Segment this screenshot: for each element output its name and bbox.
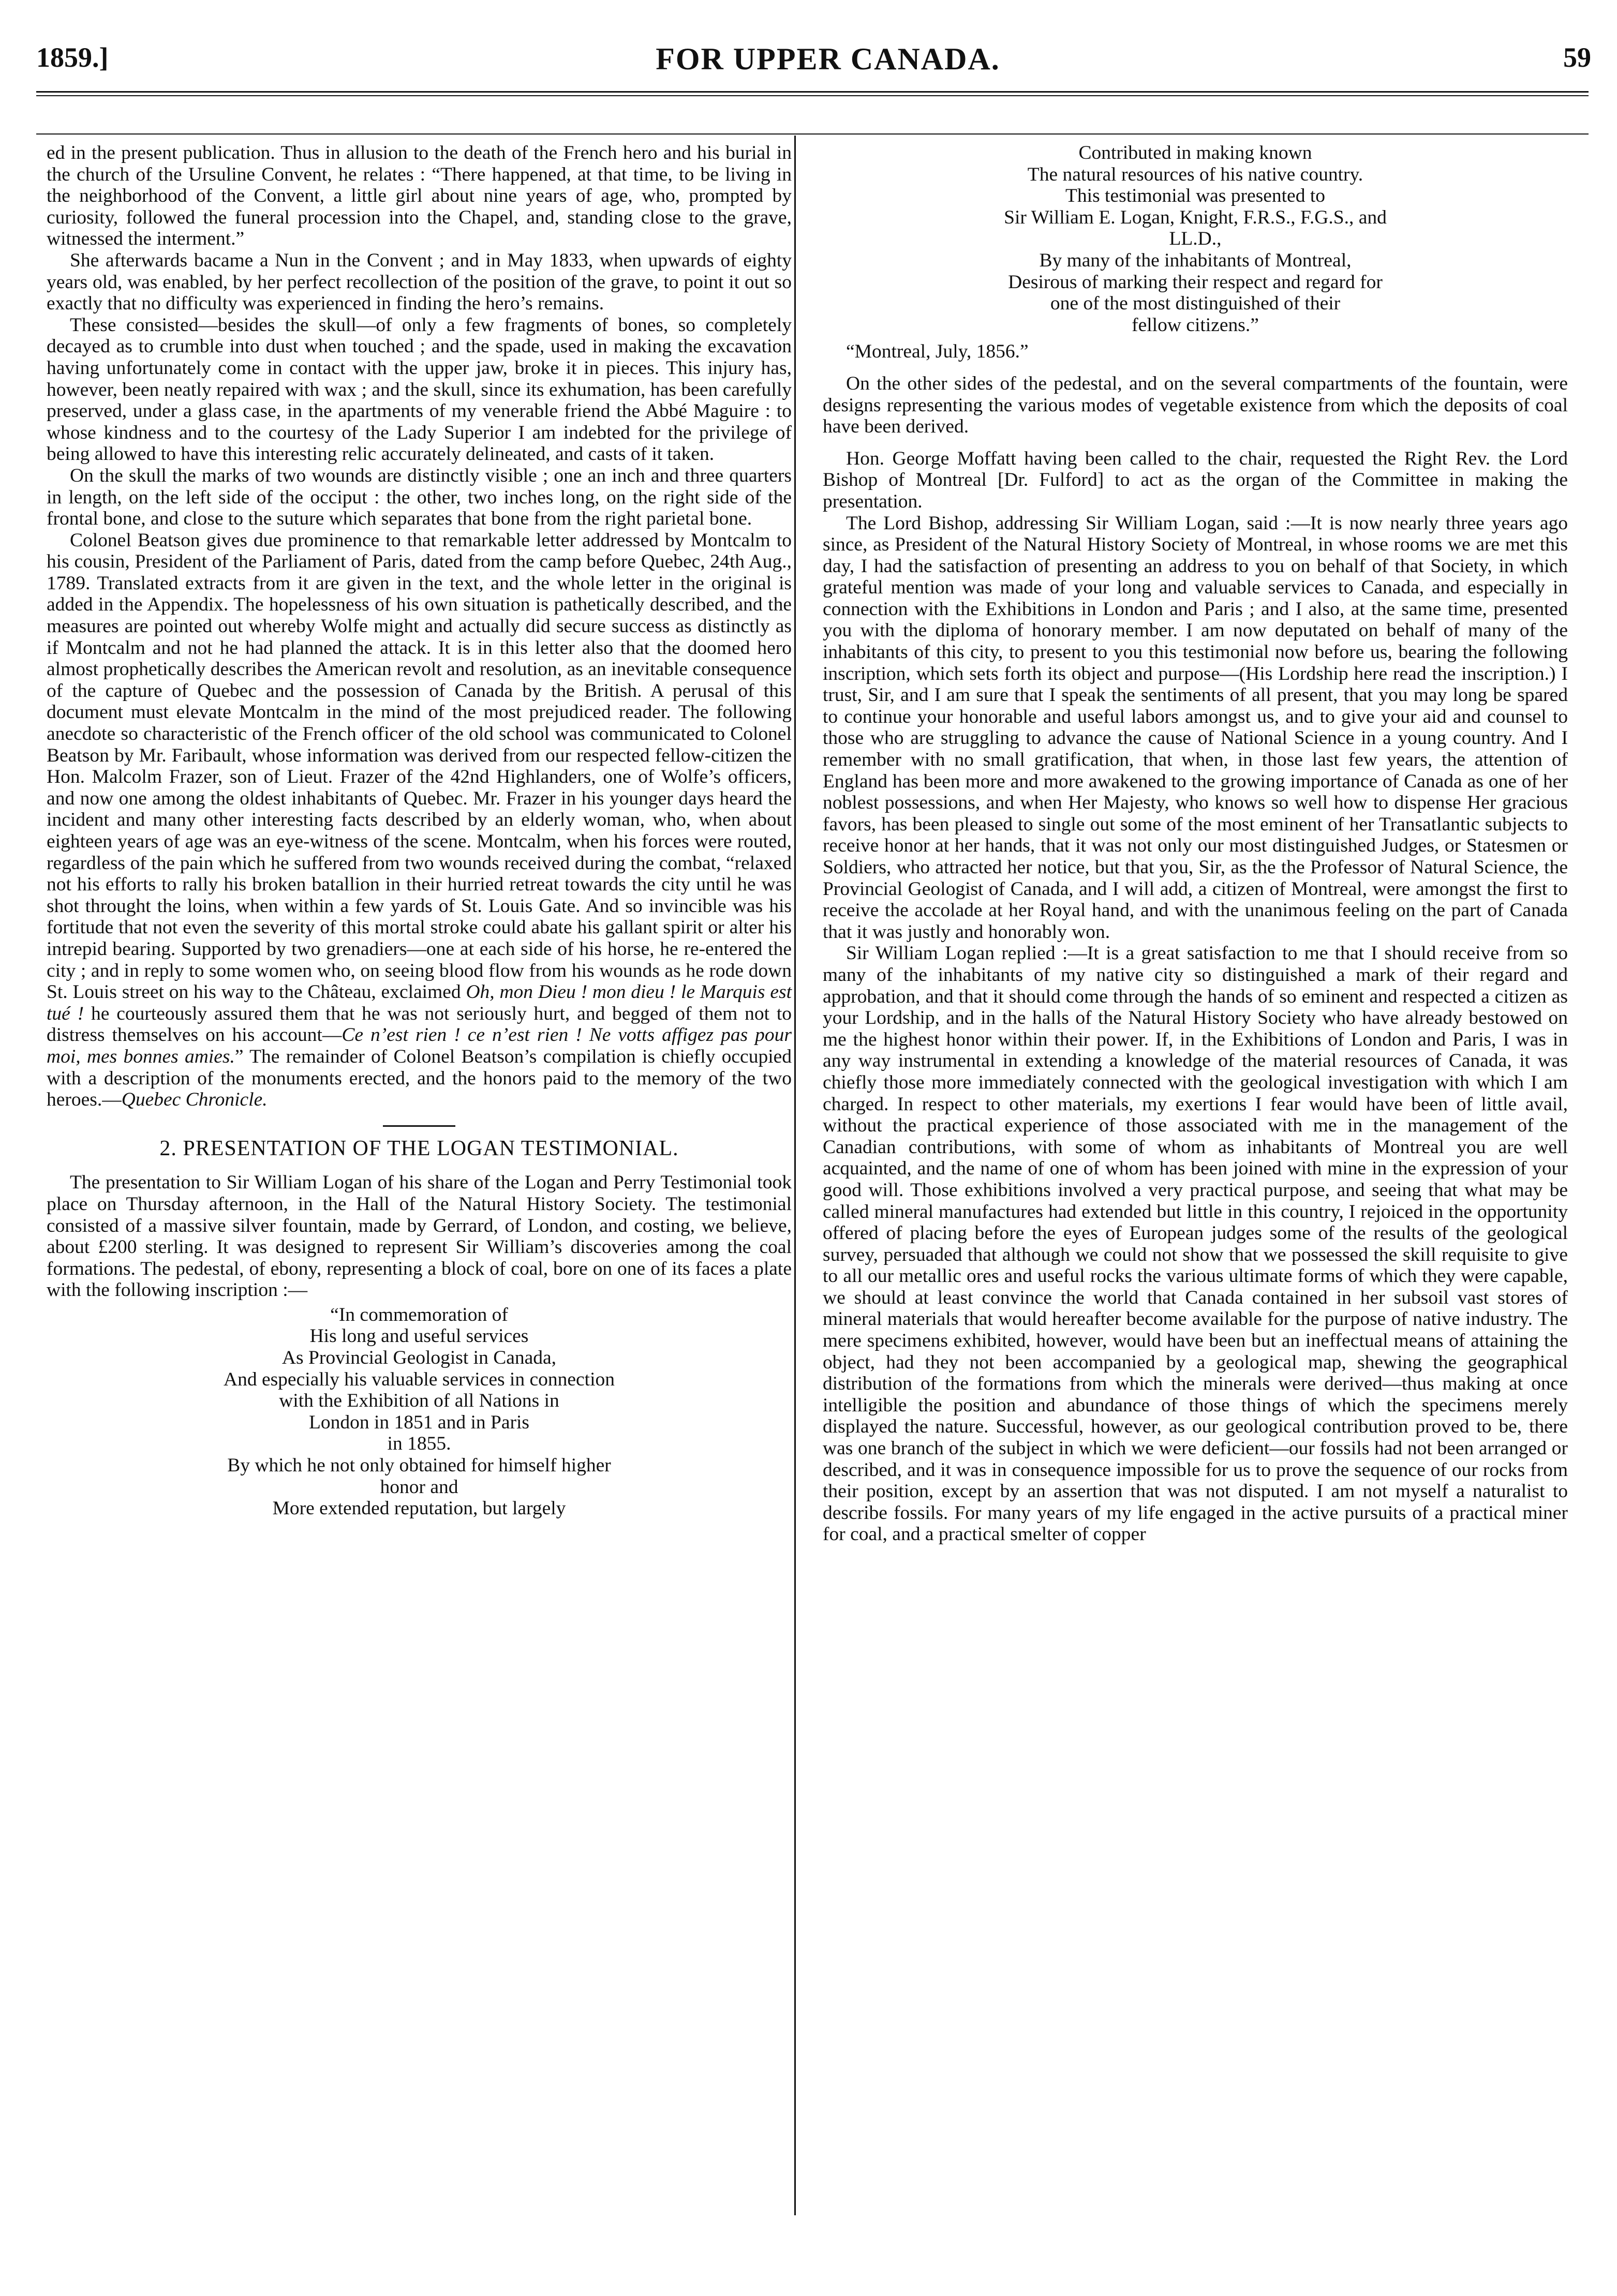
page-number: 59 bbox=[1563, 42, 1591, 73]
right-column bbox=[823, 142, 1568, 1545]
inscription-line: Desirous of marking their respect and regard for bbox=[1008, 271, 1383, 293]
spacer bbox=[823, 363, 1568, 373]
inscription-line: By many of the inhabitants of Montreal, bbox=[1039, 249, 1352, 271]
header-rule bbox=[36, 91, 1589, 93]
paragraph: Hon. George Moffatt having been called to the chair, requested the Right Rev. the Lord Bishop of Montreal [Dr. Fulford] to act as the organ of the Committee in making the presentation. bbox=[823, 448, 1568, 512]
left-column bbox=[47, 142, 792, 1525]
inscription bbox=[47, 1304, 792, 1519]
text-run: ” The remainder of Colonel Beatson’s compilation is chiefly occupied with a description of the monuments erected, and the honors paid to the memory of the two heroes.— bbox=[47, 1046, 792, 1111]
inscription-line: Contributed in making known bbox=[1078, 142, 1312, 163]
inscription-line: Sir William E. Logan, Knight, F.R.S., F.G.S., and bbox=[1004, 206, 1387, 228]
paragraph: Sir William Logan replied :—It is a great satisfaction to me that I should receive from so many of the inhabitants of my native city so distinguished a mark of their regard and approbation, and that it should come through the hands of so eminent and respected a citizen as your Lordship, and in the halls of the Natural History Society who have already bestowed on me the highest honor within their power. If, in the Exhibitions of London and Paris, I was in any way instrumental in extending a knowledge of the material resources of Canada, it was chiefly those more immediately connected with the geological investigation with which I am charged. In respect to other materials, my exertions I fear would have been of little avail, without the practical experience of those associated with me in the management of the Canadian contributions, with some of whom as inhabitants of Montreal you are well acquainted, and the name of one of whom has been joined with mine in the expression of your good will. Those exhibitions involved a very practical purpose, and seeing that what may be called mineral manufactures had extended but little in this country, I rejoiced in the opportunity offered of placing before the eyes of European judges some of the results of the geological survey, persuaded that although we could not show that we possessed the skill requisite to give to all our metallic ores and useful rocks the various ultimate forms of which they were capable, we should at least convince the world that Canada contained in her subsoil vast stores of mineral materials that would hereafter become available for the purpose of native industry. The mere specimens exhibited, however, would have been but an ineffectual means of attaining the object, had they not been accompanied by a geological map, shewing the geographical distribution of the formations from which the minerals were derived—thus making at once intelligible the position and abundance of those things of which the specimens merely displayed the nature. Successful, however, as our geological contribution proved to be, there was one branch of the subject in which we were deficient—our fossils had not been arranged or described, and it was in consequence impossible for us to prove the sequence of our rocks from their position, except by an assertion that was not disputed. I am not myself a naturalist to describe fossils. For many years of my life engaged in the active pursuits of a practical miner for coal, and a practical smelter of copper bbox=[823, 943, 1568, 1545]
column-divider bbox=[794, 136, 796, 2215]
paragraph: On the other sides of the pedestal, and on the several compartments of the fountain, were designs representing the various modes of vegetable existence from which the deposits of coal have been derived. bbox=[823, 372, 1568, 438]
page-header bbox=[36, 41, 1617, 88]
inscription-line: fellow citizens.” bbox=[1132, 314, 1259, 336]
inscription-line: His long and useful services bbox=[309, 1325, 529, 1347]
inscription-continued bbox=[823, 142, 1568, 336]
inscription-line: The natural resources of his native country. bbox=[1027, 163, 1363, 185]
source-credit: Quebec Chronicle. bbox=[121, 1089, 268, 1111]
paragraph bbox=[47, 530, 792, 1111]
italic-quote: Oh, mon Dieu ! mon dieu ! le Marquis est tué ! bbox=[47, 981, 792, 1024]
header-year: 1859.] bbox=[36, 42, 109, 73]
paragraph: The Lord Bishop, addressing Sir William Logan, said :—It is now nearly three years ago since, as President of the Natural History Society of Montreal, in whose rooms we are met this day, I had the satisfaction of presenting an address to you on behalf of that Society, in which grateful mention was made of your long and valuable services to Canada, and especially in connection with the Exhibitions in London and Paris ; and I also, at the same time, presented you with the diploma of honorary member. I am now deputated on behalf of many of the inhabitants of this city, to present to you this testimonial now before us, bearing the following inscription, which sets forth its object and purpose—(His Lordship here read the inscription.) I trust, Sir, and I am sure that I speak the sentiments of all present, that you may long be spared to continue your honorable and useful labors amongst us, and to give your aid and counsel to those who are struggling to advance the cause of National Science in a young country. And I remember with no small gratification, that when, in those last few years, the attention of England has been more and more awakened to the growing importance of Canada as one of her noblest possessions, and when Her Majesty, who knows so well how to dispense Her gracious favors, has been pleased to single out some of the most eminent of her Transatlantic subjects to receive honor at her hands, that it was not only our most distinguished Judges, or Statesmen or Soldiers, who attracted her notice, but that you, Sir, as the the Professor of Natural Science, the Provincial Geologist of Canada, and I will add, a citizen of Montreal, were amongst the first to receive the accolade at her Royal hand, and with the unanimous feeling on the part of Canada that it was justly and honorably won. bbox=[823, 512, 1568, 943]
inscription-line: As Provincial Geologist in Canada, bbox=[281, 1347, 557, 1369]
inscription-line: This testimonial was presented to bbox=[1065, 185, 1325, 207]
inscription-line: More extended reputation, but largely bbox=[272, 1498, 566, 1519]
inscription-line: LL.D., bbox=[1169, 228, 1222, 250]
section-rule bbox=[383, 1125, 455, 1127]
inscription-line: By which he not only obtained for himself higher bbox=[227, 1455, 611, 1477]
text-run: Colonel Beatson gives due prominence to that remarkable letter addressed by Montcalm to his cousin, President of the Parliament of Paris, dated from the camp before Quebec, 24th Aug., 1789. Translated extracts from it are given in the text, and the whole letter in the original is added in the Appendix. The hopelessness of his own situation is pathetically described, and the measures are pointed out whereby Wolfe might and actually did secure success as distinctly as if Montcalm and not he had planned the attack. It is in this letter also that the doomed hero almost prophetically describes the American revolt and resolution, as an inevitable consequence of the capture of Quebec and the possession of Canada by the British. A perusal of this document must elevate Montcalm in the mind of the most prejudiced reader. The following anecdote so characteristic of the French officer of the old school was communicated to Colonel Beatson by Mr. Faribault, whose information was derived from our respected fellow-citizen the Hon. Malcolm Frazer, son of Lieut. Frazer of the 42nd Highlanders, one of Wolfe’s officers, and now one among the oldest inhabitants of Quebec. Mr. Frazer in his younger days heard the incident and many other interesting facts described by an elderly woman, who, when about eighteen years of age was an eye-witness of the scene. Montcalm, when his forces were routed, regardless of the pain which he suffered from two wounds received during the combat, “relaxed not his efforts to rally his broken batallion in their hurried retreat towards the city until he was shot throught the loins, when within a few yards of St. Louis Gate. And so invincible was his fortitude that not even the severity of this mortal stroke could abate his gallant spirit or alter his intrepid bearing. Supported by two grenadiers—one at each side of his horse, he re-entered the city ; and in reply to some women who, on seeing blood flow from his wounds as he rode down St. Louis street on his way to the Château, exclaimed bbox=[47, 529, 792, 1003]
running-title: FOR UPPER CANADA. bbox=[656, 42, 1000, 76]
inscription-line: one of the most distinguished of their bbox=[1050, 293, 1341, 315]
inscription-line: in 1855. bbox=[387, 1433, 451, 1455]
inscription-line: And especially his valuable services in connection bbox=[223, 1368, 615, 1390]
inscription-line: London in 1851 and in Paris bbox=[308, 1411, 529, 1433]
paragraph: On the skull the marks of two wounds are distinctly visible ; one an inch and three quarters in length, on the left side of the occiput : the other, two inches long, on the right side of the frontal bone, and close to the suture which separates that bone from the right parietal bone. bbox=[47, 465, 792, 530]
inscription-line: “In commemoration of bbox=[330, 1304, 508, 1325]
section-heading: 2. PRESENTATION OF THE LOGAN TESTIMONIAL. bbox=[159, 1136, 679, 1160]
text-run: he courteously assured them that he was not seriously hurt, and begged of them not to distress themselves on his account— bbox=[47, 1003, 792, 1046]
spacer bbox=[823, 438, 1568, 448]
inscription-line: honor and bbox=[380, 1476, 458, 1498]
italic-quote: Ce n’est rien ! ce n’est rien ! Ne votts affigez pas pour moi, mes bonnes amies. bbox=[47, 1024, 792, 1067]
column-top-rule bbox=[36, 133, 1589, 135]
paragraph: These consisted—besides the skull—of only a few fragments of bones, so completely decayed as to crumble into dust when touched ; and the spade, used in making the excavation having unfortunately come in contact with the upper jaw, broke it in pieces. This injury has, however, been neatly repaired with wax ; and the skull, since its exhumation, has been carefully preserved, under a glass case, in the apartments of my venerable friend the Abbé Maguire : to whose kindness and to the courtesy of the Lady Superior I am indebted for the privilege of being allowed to have this interesting relic accurately delineated, and casts of it taken. bbox=[47, 314, 792, 465]
header-rule-double bbox=[36, 95, 1589, 96]
dateline: “Montreal, July, 1856.” bbox=[846, 341, 1029, 363]
inscription-line: with the Exhibition of all Nations in bbox=[279, 1390, 559, 1412]
paragraph: ed in the present publication. Thus in allusion to the death of the French hero and his burial in the church of the Ursuline Convent, he relates : “There happened, at that time, to be living in the neighborhood of the Convent, a little girl about nine years of age, who, prompted by curiosity, followed the funeral procession into the Chapel, and, standing close to the grave, witnessed the interment.” bbox=[47, 142, 792, 250]
paragraph: She afterwards bacame a Nun in the Convent ; and in May 1833, when upwards of eighty years old, was enabled, by her perfect recollection of the position of the grave, to point it out so exactly that no difficulty was experienced in finding the hero’s remains. bbox=[47, 249, 792, 315]
paragraph: The presentation to Sir William Logan of his share of the Logan and Perry Testimonial took place on Thursday afternoon, in the Hall of the Natural History Society. The testimonial consisted of a massive silver fountain, made by Gerrard, of London, and costing, we believe, about £200 sterling. It was designed to represent Sir William’s discoveries among the coal formations. The pedestal, of ebony, representing a block of coal, bore on one of its faces a plate with the following inscription :— bbox=[47, 1172, 792, 1301]
